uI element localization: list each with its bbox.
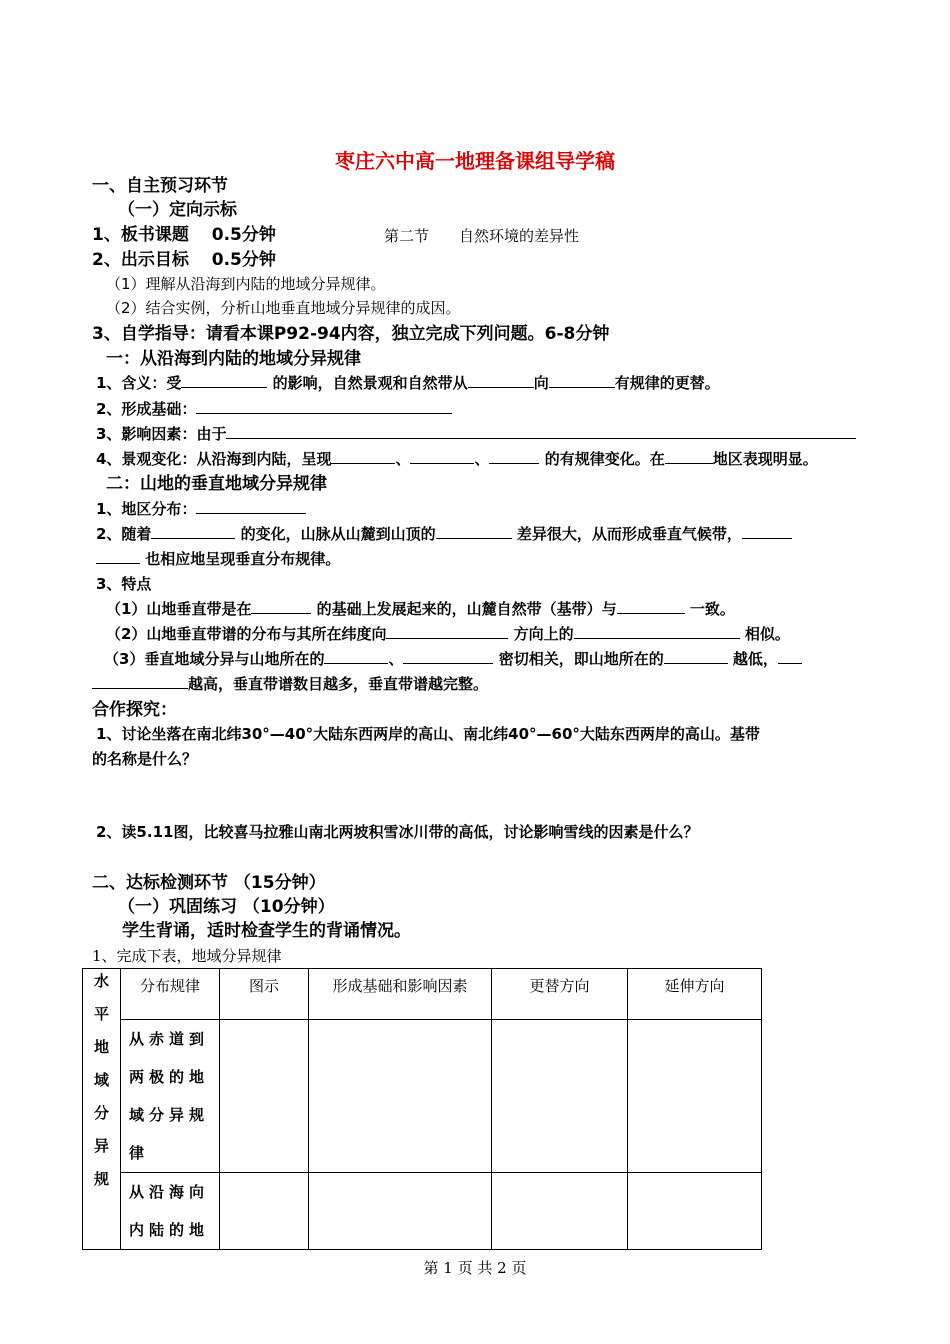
table-cell[interactable] [220, 1020, 309, 1173]
col-header-factors: 形成基础和影响因素 [309, 969, 492, 1020]
coop-q1: 1、讨论坐落在南北纬30°—40°大陆东西两岸的高山、南北纬40°—60°大陆东西两岸的高山。基带 [96, 725, 760, 743]
row-coast-to-inland: 从沿海向内陆的地 [121, 1173, 220, 1250]
table-cell[interactable] [628, 1020, 762, 1173]
coop-heading: 合作探究： [92, 700, 177, 720]
table-cell[interactable] [492, 1173, 628, 1250]
practice-heading: （一）巩固练习 （10分钟） [118, 897, 335, 917]
col-header-change-direction: 更替方向 [492, 969, 628, 1020]
subsection-heading: （一）定向示标 [118, 200, 237, 220]
part2-heading: 二：山地的垂直地域分异规律 [106, 474, 327, 494]
table-cell[interactable] [628, 1173, 762, 1250]
section-2-heading: 二、达标检测环节 （15分钟） [92, 873, 326, 893]
objectives-line: 2、出示目标 0.5分钟 [92, 250, 276, 270]
coop-q1-cont: 的名称是什么？ [92, 750, 198, 768]
table-cell[interactable] [220, 1173, 309, 1250]
q-landscape: 4、景观变化：从沿海到内陆，呈现 、 、 的有规律变化。在 地区表现明显。 [96, 450, 818, 468]
table-cell[interactable] [309, 1020, 492, 1173]
regularity-table [82, 968, 762, 1250]
q-factors: 3、影响因素：由于 [96, 424, 856, 444]
row-equator-to-poles: 从赤道到两极的地域分异规律 [121, 1020, 220, 1173]
table-side-label-cell [83, 969, 121, 1250]
q-change: 2、随着 的变化，山脉从山麓到山顶的 差异很大，从而形成垂直气候带， [96, 524, 792, 544]
lesson-topic-line: 1、板书课题 0.5分钟 [92, 225, 276, 245]
lesson-title: 第二节 自然环境的差异性 [384, 227, 580, 245]
col-header-extension-direction: 延伸方向 [628, 969, 762, 1020]
table-cell[interactable] [492, 1020, 628, 1173]
page-footer: 第 1 页 共 2 页 [423, 1259, 527, 1277]
feature-3: （3）垂直地域分异与山地所在的 、 密切相关，即山地所在的 越低， [104, 649, 802, 669]
q-change-cont: 也相应地呈现垂直分布规律。 [96, 549, 340, 569]
table-cell[interactable] [309, 1173, 492, 1250]
q-distribution: 1、地区分布： [96, 499, 306, 519]
recite-note: 学生背诵，适时检查学生的背诵情况。 [122, 921, 411, 941]
q-features: 3、特点 [96, 575, 152, 593]
feature-3-cont: 越高，垂直带谱数目越多，垂直带谱越完整。 [92, 674, 488, 694]
col-header-diagram: 图示 [220, 969, 309, 1020]
table-side-label: 水平地域分异规 [92, 973, 110, 1204]
objective-2: （2）结合实例，分析山地垂直地域分异规律的成因。 [106, 299, 461, 317]
self-study-guide: 3、自学指导：请看本课P92-94内容，独立完成下列问题。6-8分钟 [92, 324, 610, 344]
coop-q2: 2、读5.11图，比较喜马拉雅山南北两坡积雪冰川带的高低，讨论影响雪线的因素是什么？ [96, 823, 699, 841]
col-header-distribution: 分布规律 [121, 969, 220, 1020]
table-task: 1、完成下表，地域分异规律 [92, 947, 282, 965]
q-definition: 1、含义：受 的影响，自然景观和自然带从 向 有规律的更替。 [96, 374, 720, 392]
q-basis: 2、形成基础： [96, 399, 452, 419]
section-1-heading: 一、自主预习环节 [92, 176, 228, 196]
feature-1: （1）山地垂直带是在 的基础上发展起来的，山麓自然带（基带）与 一致。 [106, 600, 735, 618]
feature-2: （2）山地垂直带谱的分布与其所在纬度向 方向上的 相似。 [106, 625, 790, 643]
objective-1: （1）理解从沿海到内陆的地域分异规律。 [106, 275, 386, 293]
part1-heading: 一：从沿海到内陆的地域分异规律 [106, 349, 361, 369]
page-title: 枣庄六中高一地理备课组导学稿 [335, 149, 615, 173]
